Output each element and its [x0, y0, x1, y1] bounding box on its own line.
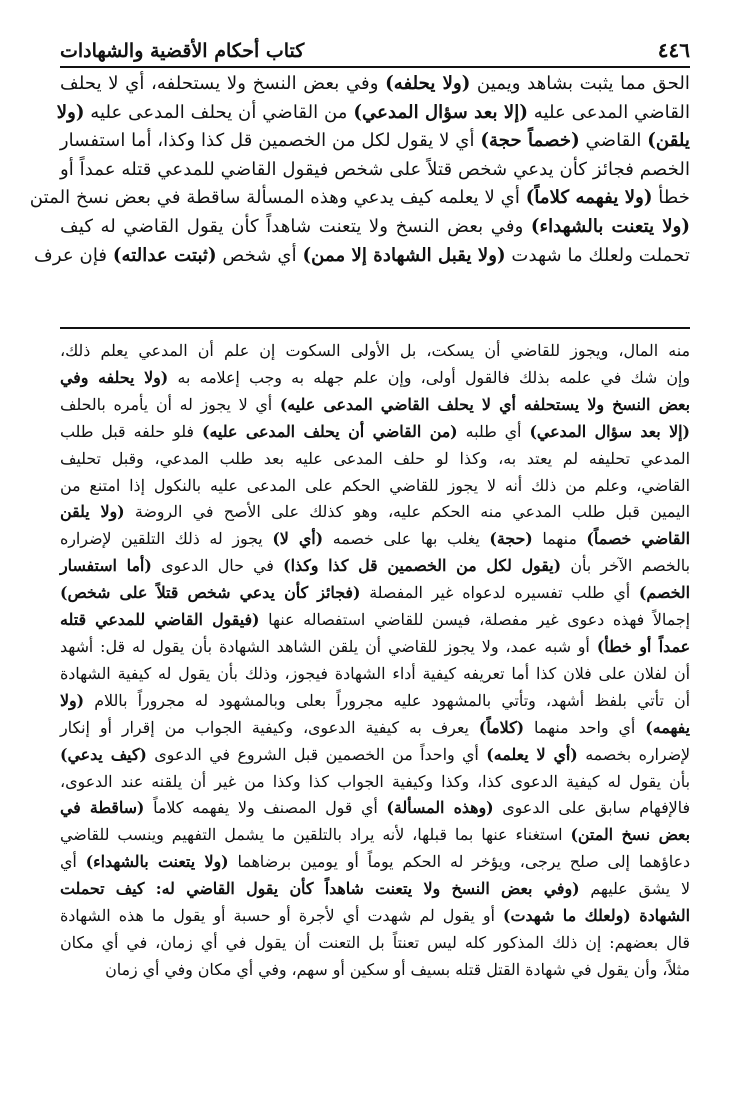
text-run: فإن عرف [34, 244, 113, 266]
text-run: أي [60, 852, 86, 872]
text-run: تحملت ولعلك ما شهدت [505, 244, 690, 266]
bold-matn-quote: (حجة) [489, 529, 533, 549]
bold-matn-quote: (إلا بعد سؤال المدعي) [529, 421, 690, 441]
text-run: أي واحداً من الخصمين قبل الشروع في الدعوى [146, 744, 487, 764]
main-text-line [60, 70, 690, 99]
text-run: بأن يقول له كيفية الدعوى كذا، وكذا وكيفية الجواب كذا وكذا من غير أن يلقنه عند الدعوى، [60, 771, 690, 791]
commentary-line [60, 661, 690, 688]
text-run: أي لا يجوز له أن يأمره بالحلف [60, 394, 280, 414]
footnote-separator [60, 327, 690, 329]
bold-matn-quote: الشهادة (ولعلك ما شهدت) [503, 906, 691, 926]
bold-matn-quote: (ساقطة في [60, 798, 145, 818]
text-run: من القاضي أن يحلف المدعى عليه [84, 101, 354, 123]
text-run: وفي بعض النسخ ولا يتعنت شاهداً كأن يقول القاضي له كيف [60, 215, 531, 237]
commentary-line [60, 526, 690, 553]
main-text-line [60, 127, 690, 156]
main-text [29, 70, 690, 270]
bold-matn-quote: (ثبتت عدالته) [112, 244, 217, 266]
text-run: دعاؤهما إلى صلح يرجى، ويؤخر له الحكم يوماً أو يومين برضاهما [228, 852, 690, 872]
bold-matn-quote: (أي لا يعلمه) [486, 744, 578, 764]
text-run: أن تأتي بلفظ أشهد، وتأتي بالمشهود عليه مجروراً بعلى وبالمشهود له مجروراً باللام [84, 690, 690, 710]
commentary-line [60, 930, 690, 957]
bold-matn-quote: (فيقول القاضي للمدعي قتله [60, 610, 260, 630]
text-run: أي طلبه [457, 421, 530, 441]
commentary-line [60, 607, 690, 634]
bold-matn-quote: (كلاماً) [478, 717, 525, 737]
commentary-line [60, 419, 690, 446]
text-run: أي لا يعلمه كيف يدعي وهذه المسألة ساقطة في بعض نسخ المتن [29, 187, 526, 209]
bold-matn-quote: (ولا يقبل الشهادة إلا ممن) [302, 244, 506, 266]
commentary-text [60, 338, 690, 984]
text-run: منهما [532, 529, 587, 549]
main-text-line [60, 213, 690, 242]
text-run: أي لا يقول لكل من الخصمين قل كذا وكذا، أما استفسار [59, 130, 481, 152]
commentary-line [60, 957, 690, 984]
commentary-line [60, 849, 690, 876]
page-number: ٤٤٦ [657, 38, 690, 62]
text-run: لإضراره بخصمه [577, 744, 690, 764]
bold-matn-quote: (وهذه المسألة) [386, 798, 494, 818]
bold-matn-quote: الخصم) [638, 583, 691, 603]
text-run: وفي بعض النسخ ولا يستحلفه، أي لا يحلف [60, 73, 386, 94]
bold-matn-quote: (إلا بعد سؤال المدعي) [353, 101, 528, 123]
commentary-line [60, 446, 690, 473]
bold-matn-quote: (ولا يحلفه وفي [60, 367, 169, 387]
text-run: فلو حلفه قبل طلب [60, 421, 202, 441]
main-text-line [29, 184, 690, 213]
bold-matn-quote: (ولا يتعنت بالشهداء) [530, 215, 690, 237]
bold-matn-quote: (من القاضي أن يحلف المدعى عليه) [201, 421, 458, 441]
commentary-line [60, 903, 690, 930]
bold-matn-quote: (ولا يحلفه) [385, 73, 471, 94]
text-run: يجوز له ذلك التلقين لإضراره [60, 529, 273, 549]
main-text-line [60, 156, 690, 185]
bold-matn-quote: (ولا يتعنت بالشهداء) [85, 852, 229, 872]
bold-matn-quote: (ولا يلقن [60, 502, 125, 522]
commentary-line [60, 338, 690, 365]
bold-matn-quote: (يقول لكل من الخصمين قل كذا وكذا) [283, 556, 562, 576]
commentary-line [60, 742, 690, 769]
main-text-line [34, 242, 690, 271]
bold-matn-quote: (أما استفسار [60, 556, 152, 576]
commentary-line [60, 499, 690, 526]
text-run: القاضي المدعى عليه [527, 101, 690, 123]
text-run: القاضي، وعلم من ذلك أنه لا يجوز للقاضي الحكم على المدعى عليه بالنكول إذا امتنع من [60, 475, 690, 495]
commentary-line [60, 473, 690, 500]
text-run: منه المال، ويجوز للقاضي أن يسكت، بل الأولى السكوت إن علم أن المدعي يعلم ذلك، [60, 341, 690, 360]
main-text-line [56, 99, 690, 128]
commentary-line [60, 688, 690, 715]
bold-matn-quote: (ولا [60, 690, 85, 710]
page-header [60, 32, 690, 68]
commentary-line [60, 365, 690, 392]
bold-matn-quote: بعض النسخ ولا يستحلفه أي لا يحلف القاضي المدعى عليه) [279, 394, 690, 414]
bold-matn-quote: يلقن) [647, 130, 690, 152]
commentary-line [60, 795, 690, 822]
text-run: استغناء عنها بما قبلها، لأنه يراد بالتلقين ما يشمل التفهيم وينسب للقاضي [60, 825, 571, 845]
bold-matn-quote: (وفي بعض النسخ ولا يتعنت شاهداً كأن يقول القاضي له: كيف تحملت [60, 879, 580, 899]
bold-matn-quote: القاضي خصماً) [586, 529, 690, 549]
text-run: المدعي تحليفه لم يعتد به، وكذا لو حلف المدعى عليه بعد طلب المدعي، وقبل تحليف [60, 448, 690, 468]
text-run: الخصم فجائز كأن يدعي شخص قتلاً على شخص فيقول القاضي للمدعي قتله عمداً أو [60, 158, 690, 180]
text-run: أن لفلان على فلان كذا أما تعريفه كيفية أداء الشهادة فيجوز، وذلك بأن يقول له كيفية الشهادة [60, 663, 690, 683]
text-run: يعرف به كيفية الدعوى، وكيفية الجواب من إقرار أو إنكار [60, 717, 479, 737]
bold-matn-quote: (أي لا) [272, 529, 324, 549]
text-run: أي واحد منهما [524, 717, 646, 737]
bold-matn-quote: (خصماً حجة) [480, 130, 580, 152]
text-run: لا يشق عليهم [579, 879, 690, 899]
text-run: قال بعضهم: إن ذلك المذكور كله ليس تعنتاً بل التعنت أن يقول في أي زمان، في أي مكان [60, 932, 690, 952]
text-run: القاضي [579, 130, 648, 152]
bold-matn-quote: (فجائز كأن يدعي شخص قتلاً على شخص) [60, 583, 361, 603]
commentary-line [60, 553, 690, 580]
text-run: إجمالاً فهذه دعوى غير مفصلة، فيسن للقاضي استفصاله عنها [259, 610, 690, 630]
text-run: اليمين قبل طلب المدعي منه الحكم عليه، وهو كذلك على الأصح في الروضة [124, 502, 690, 522]
commentary-line [60, 822, 690, 849]
text-run: مثلاً، وأن يقول في شهادة القتل قتله بسيف أو سكين أو سهم، وفي أي مكان وفي أي زمان [105, 959, 690, 979]
commentary-line [60, 580, 690, 607]
bold-matn-quote: (ولا [56, 101, 85, 123]
text-run: خطأ [652, 187, 690, 209]
text-run: أي شخص [216, 244, 303, 266]
text-run: وإن شك في علمه بذلك فالقول أولى، وإن علم جهله به وجب إعلامه به [168, 367, 690, 387]
bold-matn-quote: بعض نسخ المتن) [570, 825, 690, 845]
text-run: أو يقول لم شهدت أي لأجرة أو حسبة أو يقول ما هذه الشهادة [60, 906, 504, 926]
text-run: الحق مما يثبت بشاهد ويمين [470, 73, 690, 94]
text-run: أي قول المصنف ولا يفهمه كلاماً [144, 798, 387, 818]
commentary-line [60, 634, 690, 661]
text-run: أو شبه عمد، ولا يجوز للقاضي أن يلقن الشاهد الشهادة بأن يقول له قل: أشهد [60, 636, 597, 656]
commentary-line [60, 769, 690, 796]
bold-matn-quote: (ولا يفهمه كلاماً) [525, 187, 653, 209]
book-title: كتاب أحكام الأقضية والشهادات [60, 40, 305, 62]
text-run: في حال الدعوى [151, 556, 284, 576]
text-run: أي طلب تفسيره لدعواه غير المفصلة [360, 583, 639, 603]
bold-matn-quote: (كيف يدعي) [60, 744, 147, 764]
text-run: فالإفهام سابق على الدعوى [493, 798, 690, 818]
bold-matn-quote: عمداً أو خطأ) [596, 636, 690, 656]
text-run: يغلب بها على خصمه [323, 529, 490, 549]
bold-matn-quote: يفهمه) [645, 717, 690, 737]
commentary-line [60, 715, 690, 742]
commentary-line [60, 876, 690, 903]
text-run: بالخصم الآخر بأن [561, 556, 691, 576]
commentary-line [60, 392, 690, 419]
